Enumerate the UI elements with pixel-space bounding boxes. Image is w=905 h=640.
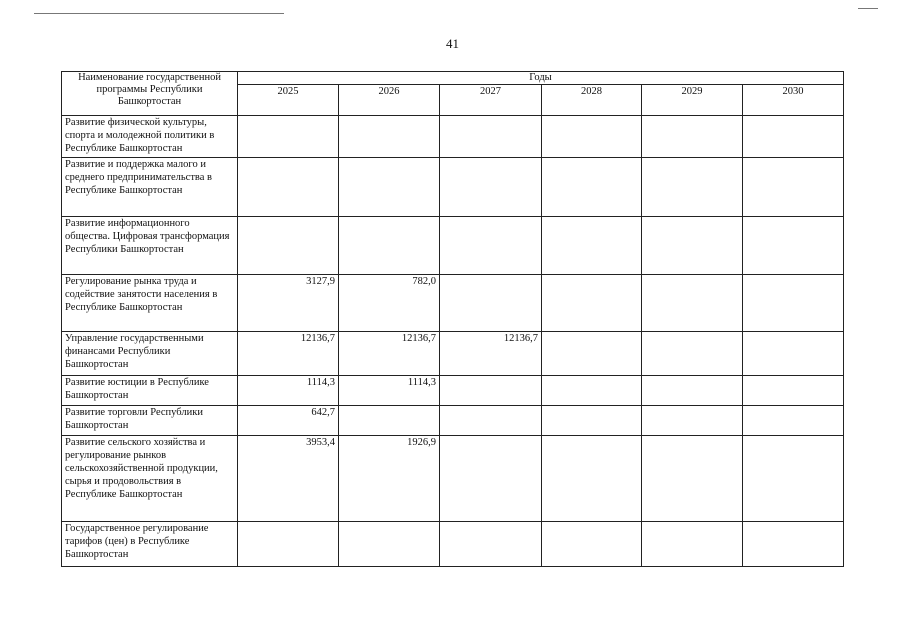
value-cell-2026: 1114,3: [339, 376, 440, 406]
table-row: [62, 332, 844, 376]
program-name-cell: Развитие информационного общества. Цифровая трансформация Республики Башкортостан: [62, 217, 238, 275]
value-cell-2030: [743, 332, 844, 376]
years-header: Годы: [238, 72, 844, 85]
value-cell-2030: [743, 217, 844, 275]
table-row: [62, 158, 844, 217]
value-cell-2025: [238, 522, 339, 567]
value-cell-2025: 642,7: [238, 406, 339, 436]
value-cell-2027: [440, 158, 542, 217]
value-cell-2026: [339, 406, 440, 436]
table-body: [62, 116, 844, 567]
table-row: [62, 275, 844, 332]
value-cell-2025: 1114,3: [238, 376, 339, 406]
value-cell-2029: [642, 436, 743, 522]
value-cell-2029: [642, 332, 743, 376]
value-cell-2028: [542, 217, 642, 275]
value-cell-2029: [642, 406, 743, 436]
value-cell-2028: [542, 522, 642, 567]
value-cell-2028: [542, 332, 642, 376]
value-cell-2029: [642, 217, 743, 275]
value-cell-2026: [339, 522, 440, 567]
scan-artifact-line-right: [858, 8, 878, 9]
value-cell-2029: [642, 376, 743, 406]
value-cell-2030: [743, 436, 844, 522]
value-cell-2029: [642, 522, 743, 567]
value-cell-2025: 3127,9: [238, 275, 339, 332]
value-cell-2030: [743, 116, 844, 158]
value-cell-2025: 12136,7: [238, 332, 339, 376]
value-cell-2028: [542, 116, 642, 158]
year-header-2026: 2026: [339, 85, 440, 116]
program-name-header: Наименование государственной программы Республики Башкортостан: [62, 72, 238, 116]
value-cell-2027: [440, 116, 542, 158]
year-header-2028: 2028: [542, 85, 642, 116]
value-cell-2030: [743, 376, 844, 406]
value-cell-2028: [542, 406, 642, 436]
value-cell-2026: 782,0: [339, 275, 440, 332]
value-cell-2028: [542, 275, 642, 332]
value-cell-2025: [238, 116, 339, 158]
value-cell-2028: [542, 436, 642, 522]
value-cell-2027: [440, 522, 542, 567]
year-header-2025: 2025: [238, 85, 339, 116]
value-cell-2027: 12136,7: [440, 332, 542, 376]
table-row: [62, 522, 844, 567]
value-cell-2027: [440, 376, 542, 406]
scan-artifact-line-left: [34, 13, 284, 14]
table-row: [62, 436, 844, 522]
value-cell-2025: [238, 217, 339, 275]
value-cell-2030: [743, 275, 844, 332]
value-cell-2026: 1926,9: [339, 436, 440, 522]
value-cell-2029: [642, 116, 743, 158]
program-name-cell: Развитие сельского хозяйства и регулирование рынков сельскохозяйственной продукции, сырья и продовольствия в Республике Башкортостан: [62, 436, 238, 522]
value-cell-2026: [339, 158, 440, 217]
value-cell-2029: [642, 158, 743, 217]
table-row: [62, 116, 844, 158]
table-row: [62, 217, 844, 275]
year-header-2030: 2030: [743, 85, 844, 116]
value-cell-2026: [339, 217, 440, 275]
table-row: [62, 376, 844, 406]
value-cell-2030: [743, 522, 844, 567]
program-name-cell: Развитие и поддержка малого и среднего предпринимательства в Республике Башкортостан: [62, 158, 238, 217]
value-cell-2025: [238, 158, 339, 217]
value-cell-2027: [440, 436, 542, 522]
value-cell-2027: [440, 406, 542, 436]
value-cell-2026: [339, 116, 440, 158]
value-cell-2026: 12136,7: [339, 332, 440, 376]
program-name-cell: Развитие юстиции в Республике Башкортостан: [62, 376, 238, 406]
budget-table: [61, 71, 844, 567]
page-number: 41: [446, 36, 459, 51]
value-cell-2030: [743, 406, 844, 436]
value-cell-2028: [542, 158, 642, 217]
value-cell-2025: 3953,4: [238, 436, 339, 522]
program-name-cell: Государственное регулирование тарифов (цен) в Республике Башкортостан: [62, 522, 238, 567]
value-cell-2030: [743, 158, 844, 217]
program-name-cell: Развитие торговли Республики Башкортостан: [62, 406, 238, 436]
value-cell-2028: [542, 376, 642, 406]
program-name-cell: Развитие физической культуры, спорта и молодежной политики в Республике Башкортостан: [62, 116, 238, 158]
value-cell-2029: [642, 275, 743, 332]
program-name-cell: Управление государственными финансами Республики Башкортостан: [62, 332, 238, 376]
year-header-2027: 2027: [440, 85, 542, 116]
year-header-2029: 2029: [642, 85, 743, 116]
table-row: [62, 406, 844, 436]
program-name-cell: Регулирование рынка труда и содействие занятости населения в Республике Башкортостан: [62, 275, 238, 332]
value-cell-2027: [440, 217, 542, 275]
value-cell-2027: [440, 275, 542, 332]
